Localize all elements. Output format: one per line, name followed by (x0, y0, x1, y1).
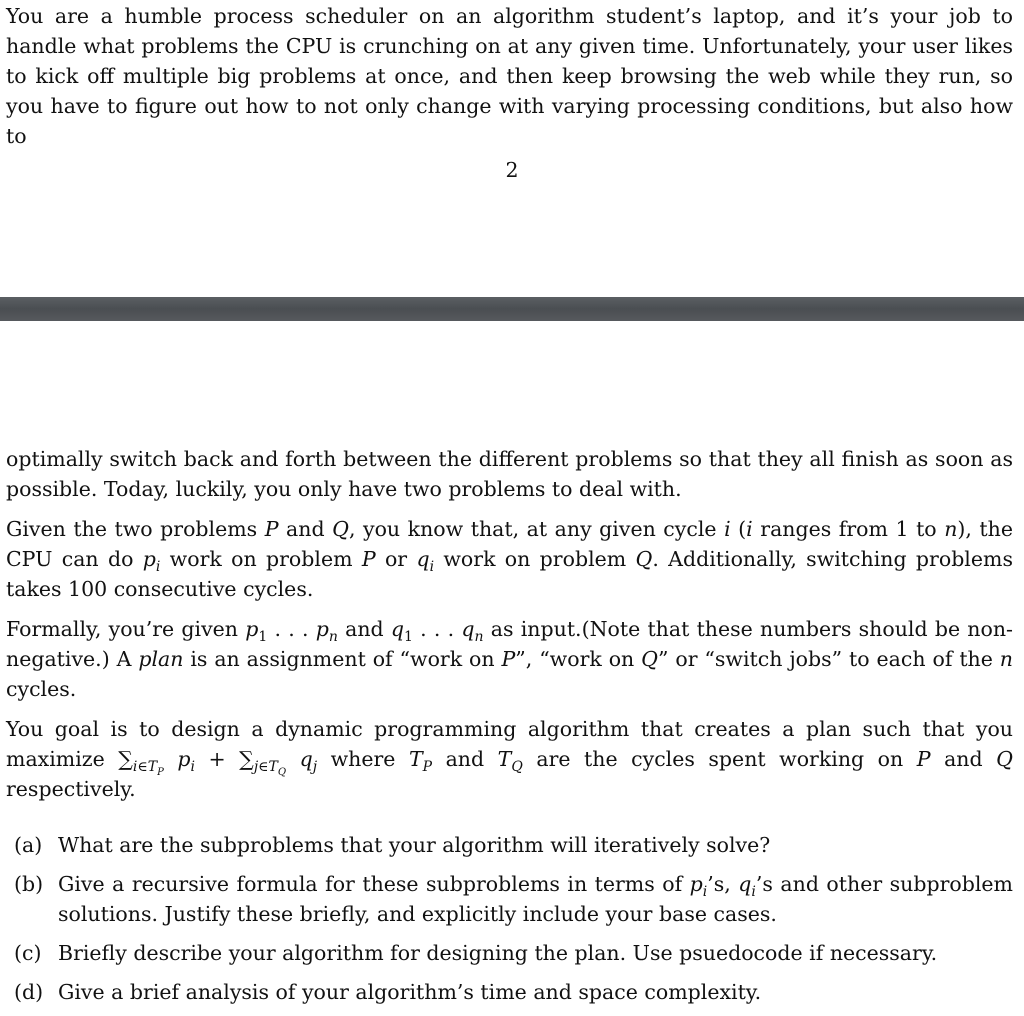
question-b: (b) Give a recursive formula for these subproblems in terms of $p_i’s$, $q_i’s$ and other subproblem solutions. Justify these briefly, and explicitly include your base cases. (14, 872, 1013, 926)
page-divider (0, 297, 1024, 321)
page-number: 2 (505, 158, 519, 182)
formal-input-paragraph: Formally, you’re given $p_1$ . . . $p_n$ and $q_1$ . . . $q_n$ as input.(Note that these numbers should be non-negative.) A plan is an assignment of “work on P”, “work on Q” or “switch jobs” to each of the n cycles. (6, 617, 1013, 701)
intro-paragraph: You are a humble process scheduler on an algorithm student’s laptop, and it’s your job to handle what problems the CPU is crunching on at any given time. Unfortunately, your user likes to kick off multiple big problems at once, and then keep browsing the web while they run, so you have to figure out how to not only change with varying processing conditions, but also how to (6, 4, 1013, 148)
previous-page (0, 0, 1024, 297)
question-d: (d) Give a brief analysis of your algorithm’s time and space complexity. (14, 980, 762, 1004)
continuation-paragraph: optimally switch back and forth between the different problems so that they all finish as soon as possible. Today, luckily, you only have two problems to deal with. (6, 447, 1013, 501)
question-c: (c) Briefly describe your algorithm for designing the plan. Use psuedocode if necessary. (14, 941, 938, 965)
problem-setup-paragraph: Given the two problems P and Q, you know that, at any given cycle i (i ranges from 1 to n), the CPU can do $p_i$ work on problem P or $q_i$ work on problem Q. Additionally, switching problems takes 100 consecutive cycles. (6, 517, 1014, 601)
question-list (0, 830, 1024, 1007)
question-a: (a) What are the subproblems that your algorithm will iteratively solve? (14, 833, 771, 857)
current-page (0, 444, 1024, 1016)
goal-paragraph: You goal is to design a dynamic programming algorithm that creates a plan such that you maximize $\sum_{i\in T_P}$ $p_i + \sum_{j\in T_Q}$ $q_j$ where $T_P$ and $T_Q$ are the cycles spent working on P and Q respectively. (6, 717, 1013, 801)
